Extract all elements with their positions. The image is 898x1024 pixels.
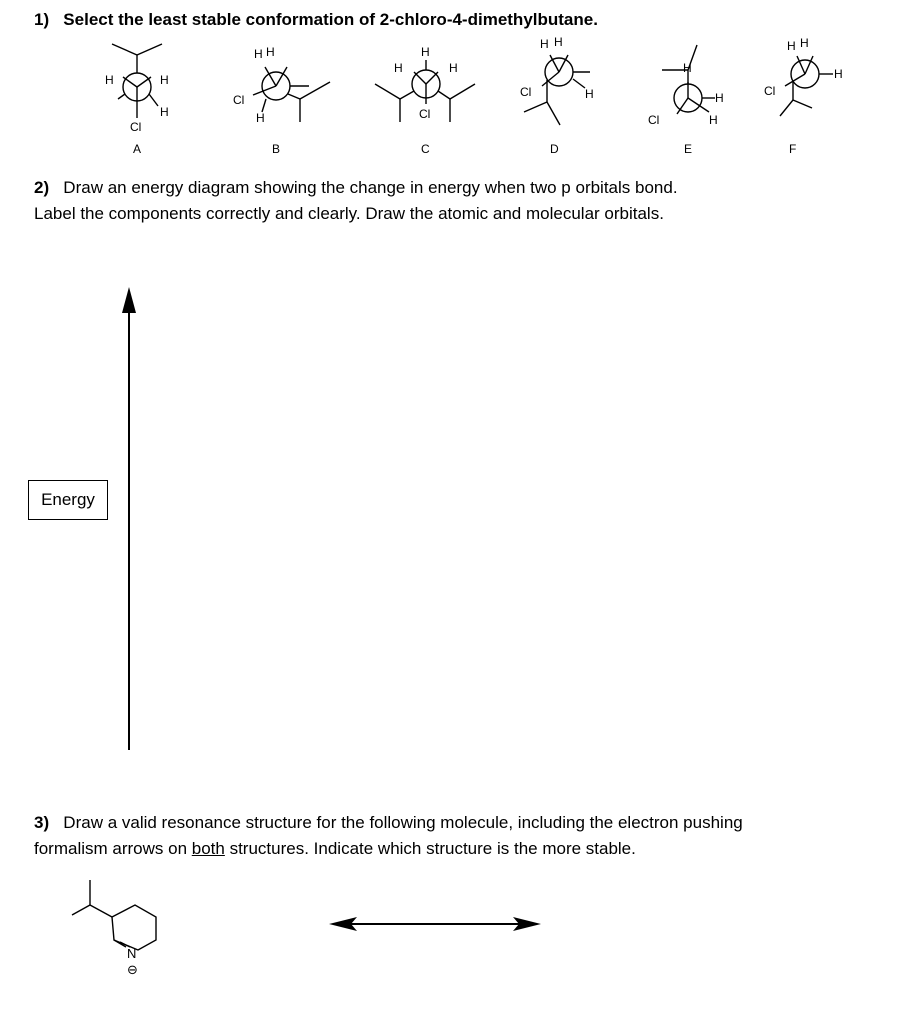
question-3-line1: Draw a valid resonance structure for the following molecule, including the electron pushing bbox=[63, 813, 743, 832]
question-1-number: 1) bbox=[34, 10, 50, 29]
a-label-h2: H bbox=[160, 73, 169, 87]
d-label-h2: H bbox=[554, 35, 563, 49]
c-label-h1: H bbox=[421, 45, 430, 59]
d-label-h3: H bbox=[585, 87, 594, 101]
d-label-cl: Cl bbox=[520, 85, 532, 99]
a-label-h3: H bbox=[160, 105, 169, 119]
c-label-h3: H bbox=[449, 61, 458, 75]
newman-f[interactable] bbox=[764, 36, 843, 156]
question-2-number: 2) bbox=[34, 178, 50, 197]
newman-c[interactable] bbox=[375, 45, 475, 156]
newman-d[interactable] bbox=[520, 35, 594, 156]
a-label-cl: Cl bbox=[130, 120, 142, 134]
a-label-h1: H bbox=[105, 73, 114, 87]
resonance-molecule bbox=[60, 870, 180, 990]
question-2-line1: Draw an energy diagram showing the change in energy when two p orbitals bond. bbox=[63, 178, 678, 197]
option-f-label: F bbox=[789, 142, 797, 156]
energy-axis-label: Energy bbox=[28, 480, 108, 520]
question-2-text bbox=[34, 175, 794, 227]
b-label-cl: Cl bbox=[233, 93, 245, 107]
question-3-line2a: formalism arrows on bbox=[34, 839, 192, 858]
c-label-h2: H bbox=[394, 61, 403, 75]
b-label-h1: H bbox=[254, 47, 263, 61]
newman-b[interactable] bbox=[233, 45, 330, 156]
b-label-h3: H bbox=[256, 111, 265, 125]
newman-projections bbox=[0, 0, 898, 165]
option-d-label: D bbox=[550, 142, 559, 156]
negative-charge-label: ⊖ bbox=[127, 962, 138, 977]
d-label-h1: H bbox=[540, 37, 549, 51]
newman-e[interactable] bbox=[648, 45, 724, 156]
option-b-label: B bbox=[272, 142, 281, 156]
f-label-h1: H bbox=[787, 39, 796, 53]
resonance-arrow bbox=[325, 914, 545, 934]
nitrogen-label: N bbox=[127, 946, 137, 961]
f-label-cl: Cl bbox=[764, 84, 776, 98]
option-a-label: A bbox=[133, 142, 142, 156]
e-label-h3: H bbox=[709, 113, 718, 127]
question-3-line2b: structures. Indicate which structure is the more stable. bbox=[224, 839, 636, 858]
question-3-line2-underlined: both bbox=[191, 839, 225, 858]
newman-a[interactable] bbox=[105, 44, 169, 156]
question-3-number: 3) bbox=[34, 813, 50, 832]
question-1-prompt: Select the least stable conformation of 2-chloro-4-dimethylbutane. bbox=[63, 10, 598, 29]
f-label-h3: H bbox=[834, 67, 843, 81]
f-label-h2: H bbox=[800, 36, 809, 50]
e-label-cl: Cl bbox=[648, 113, 660, 127]
question-3-text bbox=[34, 810, 854, 862]
e-label-h2: H bbox=[715, 91, 724, 105]
energy-arrow-head bbox=[122, 287, 136, 313]
c-label-cl: Cl bbox=[419, 107, 431, 121]
e-label-h1: H bbox=[683, 61, 692, 75]
energy-axis bbox=[110, 285, 150, 755]
option-e-label: E bbox=[684, 142, 693, 156]
b-label-h2: H bbox=[266, 45, 275, 59]
question-2-line2: Label the components correctly and clearly. Draw the atomic and molecular orbitals. bbox=[34, 204, 664, 223]
option-c-label: C bbox=[421, 142, 430, 156]
